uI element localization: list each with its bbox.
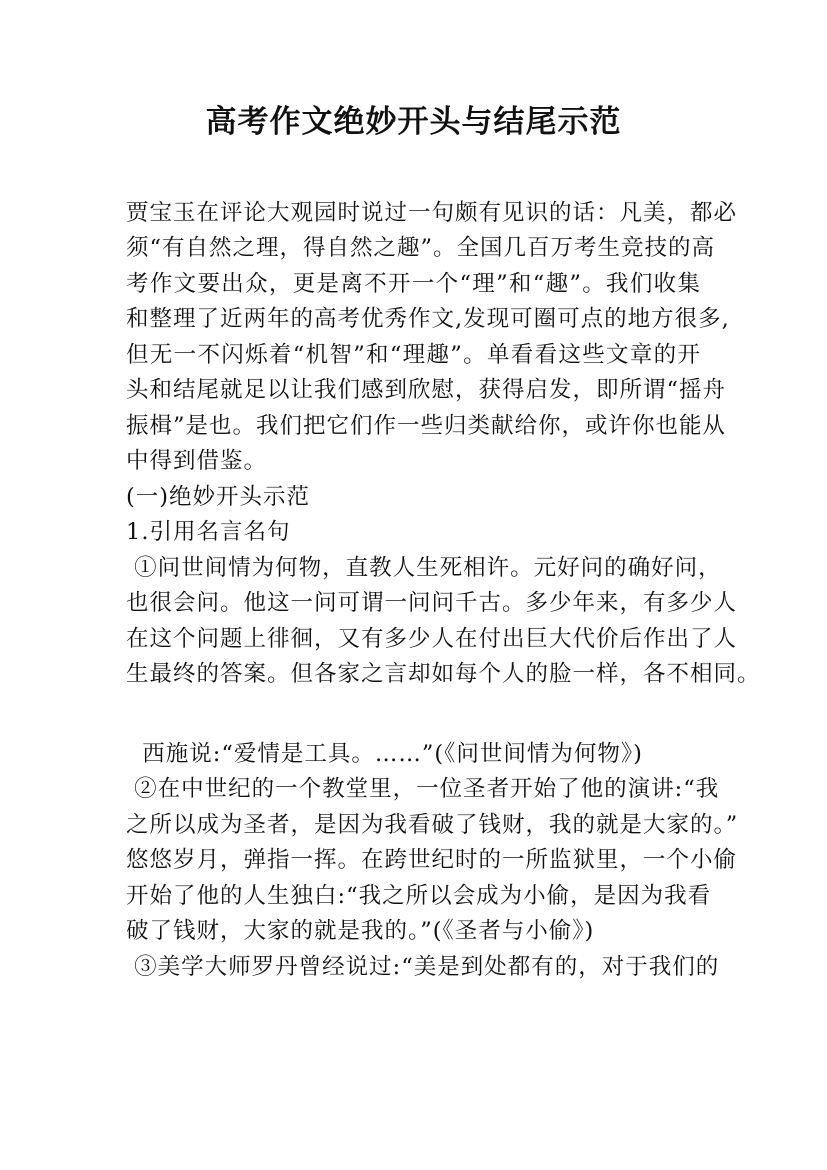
paragraph-line: 之所以成为圣者，是因为我看破了钱财，我的就是大家的。” <box>126 812 739 838</box>
paragraph-line: 振楫”是也。我们把它们作一些归类献给你，或许你也能从 <box>126 413 727 439</box>
paragraph-line: 头和结尾就足以让我们感到欣慰，获得启发，即所谓“摇舟 <box>126 377 727 403</box>
paragraph-line: 须“有自然之理，得自然之趣”。全国几百万考生竞技的高 <box>126 235 716 261</box>
document-title: 高考作文绝妙开头与结尾示范 <box>205 104 622 140</box>
paragraph-line: ③美学大师罗丹曾经说过:“美是到处都有的，对于我们的 <box>126 954 720 980</box>
paragraph-line: 在这个问题上徘徊，又有多少人在付出巨大代价后作出了人 <box>126 626 738 652</box>
paragraph-line: 也很会问。他这一问可谓一问问千古。多少年来，有多少人 <box>126 590 738 616</box>
paragraph-line: 生最终的答案。但各家之言却如每个人的脸一样，各不相同。 <box>126 661 761 687</box>
subsection-heading: 1.引用名言名句 <box>126 519 291 545</box>
paragraph-line: 考作文要出众，更是离不开一个“理”和“趣”。我们收集 <box>126 271 701 297</box>
paragraph-line: 西施说:“爱情是工具。……”(《问世间情为何物》) <box>126 741 643 767</box>
section-heading: (一)绝妙开头示范 <box>126 484 311 510</box>
paragraph-line: 悠悠岁月，弹指一挥。在跨世纪时的一所监狱里，一个小偷 <box>126 847 738 873</box>
paragraph-line: 中得到借鉴。 <box>126 448 268 474</box>
paragraph-line: ②在中世纪的一个教堂里，一位圣者开始了他的演讲:“我 <box>126 776 720 802</box>
paragraph-line: 和整理了近两年的高考优秀作文,发现可圈可点的地方很多, <box>126 306 730 332</box>
paragraph-line: 但无一不闪烁着“机智”和“理趣”。单看看这些文章的开 <box>126 342 701 368</box>
paragraph-line: 破了钱财，大家的就是我的。”(《圣者与小偷》) <box>126 918 595 944</box>
paragraph-line: 开始了他的人生独白:“我之所以会成为小偷，是因为我看 <box>126 883 712 909</box>
paragraph-line: 贾宝玉在评论大观园时说过一句颇有见识的话：凡美，都必 <box>126 200 738 226</box>
paragraph-line: ①问世间情为何物，直教人生死相许。元好问的确好问， <box>126 555 722 581</box>
